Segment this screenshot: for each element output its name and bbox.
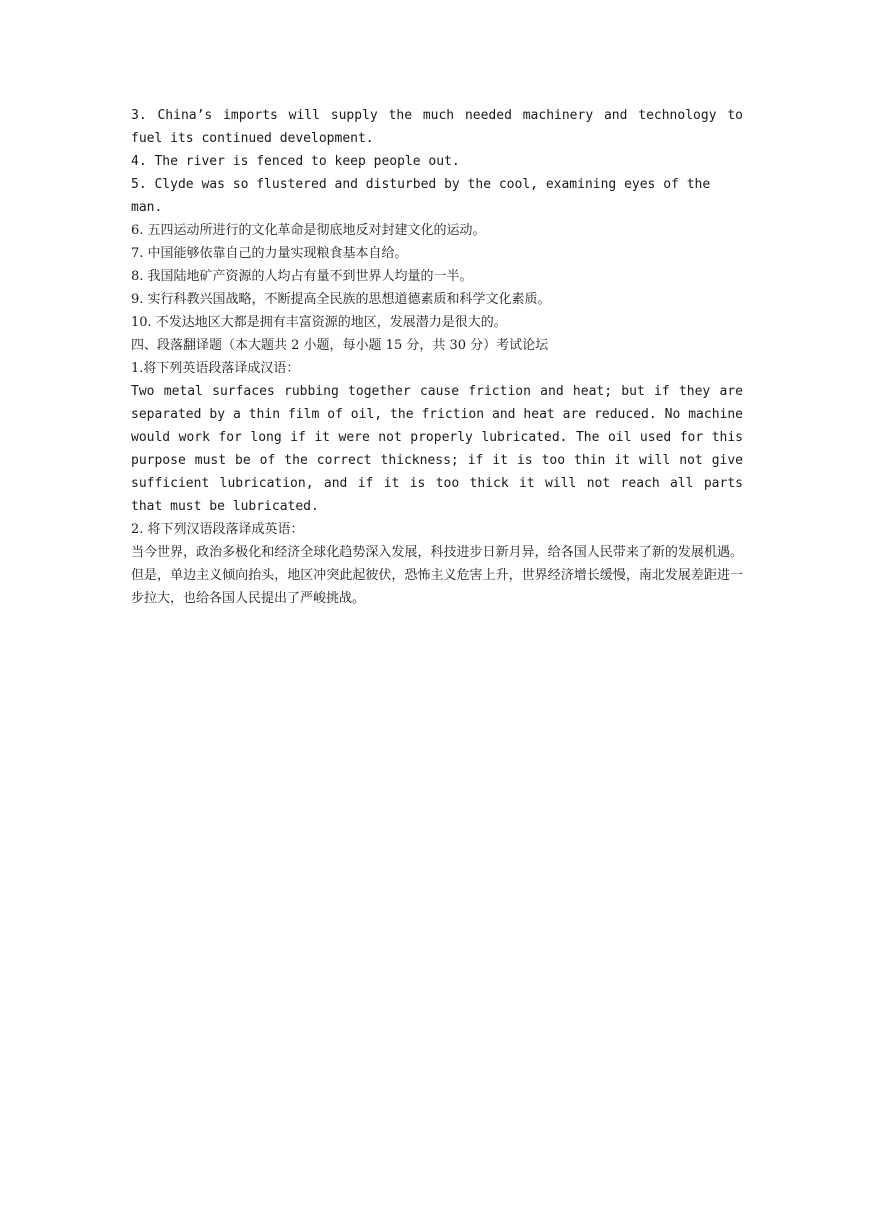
question-1-label: 1.将下列英语段落译成汉语： (131, 361, 300, 376)
section-heading: 四、段落翻译题（本大题共 2 小题，每小题 15 分，共 30 分）考试论坛 (131, 338, 549, 353)
sentence-10: 10. 不发达地区大都是拥有丰富资源的地区，发展潜力是很大的。 (131, 315, 507, 330)
sentence-5: 5. Clyde was so flustered and disturbed by the cool, examining eyes of the man. (131, 177, 711, 215)
sentence-3: 3. China’s imports will supply the much needed machinery and technology to fuel its continued development. (131, 108, 743, 146)
question-2-paragraph: 当今世界，政治多极化和经济全球化趋势深入发展，科技进步日新月异，给各国人民带来了新的发展机遇。但是，单边主义倾向抬头，地区冲突此起彼伏，恐怖主义危害上升，世界经济增长缓慢，南北发展差距进一步拉大，也给各国人民提出了严峻挑战。 (131, 545, 743, 606)
sentence-9: 9. 实行科教兴国战略，不断提高全民族的思想道德素质和科学文化素质。 (131, 292, 551, 307)
question-2-label: 2. 将下列汉语段落译成英语： (131, 522, 304, 537)
sentence-4: 4. The river is fenced to keep people out. (131, 154, 460, 169)
sentence-7: 7. 中国能够依靠自己的力量实现粮食基本自给。 (131, 246, 408, 261)
question-1-paragraph: Two metal surfaces rubbing together cause friction and heat; but if they are separated by a thin film of oil, the friction and heat are reduced. No machine would work for long if it were not properly lubricated. The oil used for this purpose must be of the correct thickness; if it is too thin it will not give sufficient lubrication, and if it is too thick it will not reach all parts that must be lubricated. (131, 384, 743, 514)
sentence-6: 6. 五四运动所进行的文化革命是彻底地反对封建文化的运动。 (131, 223, 486, 238)
sentence-8: 8. 我国陆地矿产资源的人均占有量不到世界人均量的一半。 (131, 269, 473, 284)
document-body (131, 104, 743, 610)
